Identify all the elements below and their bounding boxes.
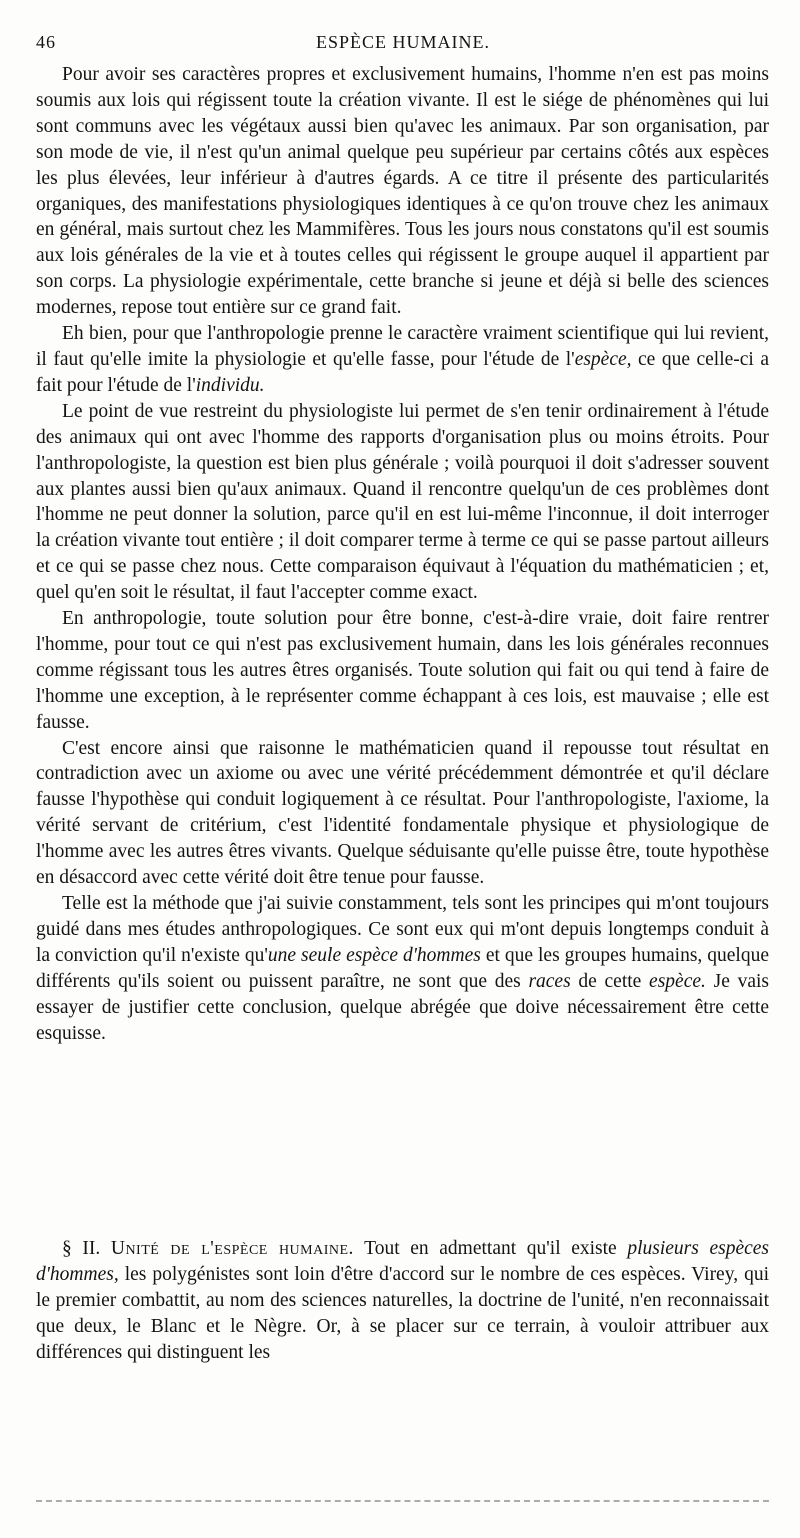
body-text — [36, 62, 769, 1046]
paragraph-6-italic-espece: espèce. — [649, 970, 706, 992]
paragraph-6-text-a: Telle est la méthode que j'ai suivie constamment, tels sont les principes qui m'ont toujours guidé dans mes études anthropologiques. Ce sont eux qui m'ont depuis longtemps conduit à la conviction qu'il n'existe qu' — [36, 893, 769, 966]
paragraph-2 — [36, 321, 769, 399]
paragraph-6-italic-une-seule-espece: une seule espèce d'hommes — [267, 944, 481, 966]
paragraph-2-text-b: ce que celle-ci a fait pour l'étude de l' — [36, 348, 769, 396]
section-2 — [36, 1236, 769, 1366]
running-title: ESPÈCE HUMAINE. — [315, 32, 490, 52]
paragraph-2-italic-espece: espèce, — [574, 348, 632, 370]
section-text-a: Tout en admettant qu'il existe — [353, 1238, 628, 1259]
paragraph-4: En anthropologie, toute solution pour être bonne, c'est-à-dire vraie, doit faire rentrer l'homme, pour tout ce qui n'est pas exclusivement humain, dans les lois générales reconnues comme régissant tous les autres êtres organisés. Toute solution qui fait ou qui tend à faire de l'homme une exception, à le représenter comme échappant à ces lois, est mauvaise ; elle est fausse. — [36, 608, 769, 733]
running-head — [36, 32, 770, 58]
paragraph-6-italic-races: races — [528, 970, 571, 992]
paragraph-2-italic-individu: individu. — [195, 374, 265, 396]
section-italic-plusieurs-especes: plusieurs espèces d'hommes, — [36, 1238, 769, 1285]
paragraph-3: Le point de vue restreint du physiologiste lui permet de s'en tenir ordinairement à l'étude des animaux qui ont avec l'homme des rapports d'organisation plus ou moins étroits. Pour l'anthropologiste, la question est bien plus générale ; voilà pourquoi il doit s'adresser souvent aux plantes aussi bien qu'aux animaux. Quand il rencontre quelqu'un de ces problèmes dont l'homme ne peut donner la solution, parce qu'il en est lui-même l'inconnue, il doit interroger la création vivante tout entière ; il doit comparer terme à terme ce qui se passe partout ailleurs et ce qui se passe chez nous. Cette comparaison équivaut à l'équation du mathématicien ; et, quel qu'en soit le résultat, il faut l'accepter comme exact. — [36, 400, 769, 604]
paragraph-6 — [36, 891, 769, 1046]
paragraph-2-text-a: Eh bien, pour que l'anthropologie prenne le caractère vraiment scientifique qui lui revient, il faut qu'elle imite la physiologie et qu'elle fasse, pour l'étude de l' — [36, 323, 769, 370]
paragraph-5: C'est encore ainsi que raisonne le mathématicien quand il repousse tout résultat en contradiction avec un axiome ou avec une vérité précédemment démontrée et qu'il déclare fausse l'hypothèse qui conduit logiquement à ce résultat. Pour l'anthropologiste, l'axiome, la vérité servant de critérium, c'est l'identité fondamentale physique et physiologique de l'homme avec les autres êtres vivants. Quelque séduisante qu'elle puisse être, toute hypothèse en désaccord avec cette vérité doit être tenue pour fausse. — [36, 737, 769, 889]
section-heading: Unité de l'espèce humaine. — [110, 1238, 354, 1259]
section-mark: § II. — [62, 1238, 101, 1259]
paragraph-6-text-b: et que les groupes humains, quelque différents qu'ils soient ou puissent paraître, ne sont que des — [36, 944, 770, 992]
paragraph-6-text-d: Je vais essayer de justifier cette conclusion, quelque abrégée que doive nécessairement être cette esquisse. — [36, 970, 769, 1044]
section-text-b: les polygénistes sont loin d'être d'accord sur le nombre de ces espèces. Virey, qui le premier combattit, au nom des sciences naturelles, la doctrine de l'unité, n'en reconnaissait que deux, le Blanc et le Nègre. Or, à se placer sur ce terrain, à vouloir attribuer aux différences qui distinguent les — [36, 1263, 769, 1363]
page-number: 46 — [36, 32, 56, 52]
footer-divider — [36, 1500, 769, 1502]
paragraph-6-text-c: de cette — [570, 970, 650, 992]
section-2-paragraph — [36, 1236, 769, 1366]
paragraph-1: Pour avoir ses caractères propres et exclusivement humains, l'homme n'en est pas moins soumis aux lois qui régissent toute la création vivante. Il est le siége de phénomènes qui lui sont communs avec les végétaux aussi bien qu'avec les animaux. Par son organisation, par son mode de vie, il n'est qu'un animal quelque peu supérieur par certains côtés aux espèces les plus élevées, leur inférieur à d'autres égards. A ce titre il présente des particularités organiques, des manifestations physiologiques identiques à ce qu'on trouve chez les animaux en général, mais surtout chez les Mammifères. Tous les jours nous constatons qu'il est soumis aux lois générales de la vie et à toutes celles qui régissent le groupe auquel il appartient par son corps. La physiologie expérimentale, cette branche si jeune et déjà si belle des sciences modernes, repose tout entière sur ce grand fait. — [36, 64, 769, 319]
